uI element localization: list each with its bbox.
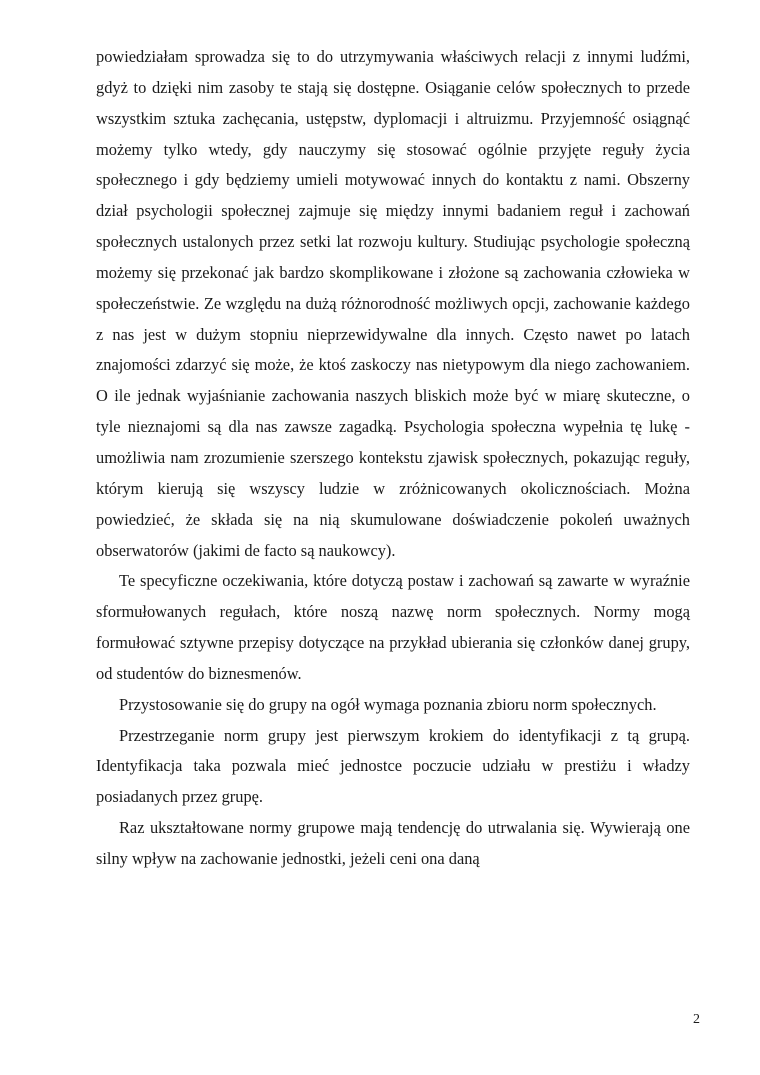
paragraph-social-norms: Te specyficzne oczekiwania, które dotyczą postaw i zachowań są zawarte w wyraźnie sformułowanych regułach, które noszą nazwę norm społecznych. Normy mogą formułować sztywne przepisy dotyczące na przykład ubierania się członków danej grupy, od studentów do biznesmenów. [96, 571, 690, 683]
body-text [96, 42, 690, 875]
paragraph-group-norms: Raz ukształtowane normy grupowe mają tendencję do utrwalania się. Wywierają one silny wpływ na zachowanie jednostki, jeżeli ceni ona daną [96, 818, 690, 868]
paragraph-identification: Przestrzeganie norm grupy jest pierwszym krokiem do identyfikacji z tą grupą. Identyfikacja taka pozwala mieć jednostce poczucie udziału w prestiżu i władzy posiadanych przez grupę. [96, 725, 690, 807]
paragraph-continued: powiedziałam sprowadza się to do utrzymywania właściwych relacji z innymi ludźmi, gdyż to dzięki nim zasoby te stają się dostępne. Osiąganie celów społecznych to przede wszystkim sztuka zachęcania, ustępstw, dyplomacji i altruizmu. Przyjemność osiągnąć możemy tylko wtedy, gdy nauczymy się stosować ogólnie przyjęte reguły życia społecznego i gdy będziemy umieli motywować innych do kontaktu z nami. Obszerny dział psychologii społecznej zajmuje się między innymi badaniem reguł i zachowań społecznych ustalonych przez setki lat rozwoju kultury. Studiując psychologie społeczną możemy się przekonać jak bardzo skomplikowane i złożone są zachowania człowieka w społeczeństwie. Ze względu na dużą różnorodność możliwych opcji, zachowanie każdego z nas jest w dużym stopniu nieprzewidywalne dla innych. Często nawet po latach znajomości zdarzyć się może, że ktoś zaskoczy nas nietypowym dla niego zachowaniem. O ile jednak wyjaśnianie zachowania naszych bliskich może być w miarę skuteczne, o tyle nieznajomi są dla nas zawsze zagadką. Psychologia społeczna wypełnia tę lukę - umożliwia nam zrozumienie szerszego kontekstu zjawisk społecznych, pokazując reguły, którym kierują się wszyscy ludzie w zróżnicowanych okolicznościach. Można powiedzieć, że składa się na nią skumulowane doświadczenie pokoleń uważnych obserwatorów (jakimi de facto są naukowcy). [96, 47, 690, 560]
page-number: 2 [693, 1012, 700, 1027]
paragraph-adaptation: Przystosowanie się do grupy na ogół wymaga poznania zbioru norm społecznych. [119, 694, 657, 714]
